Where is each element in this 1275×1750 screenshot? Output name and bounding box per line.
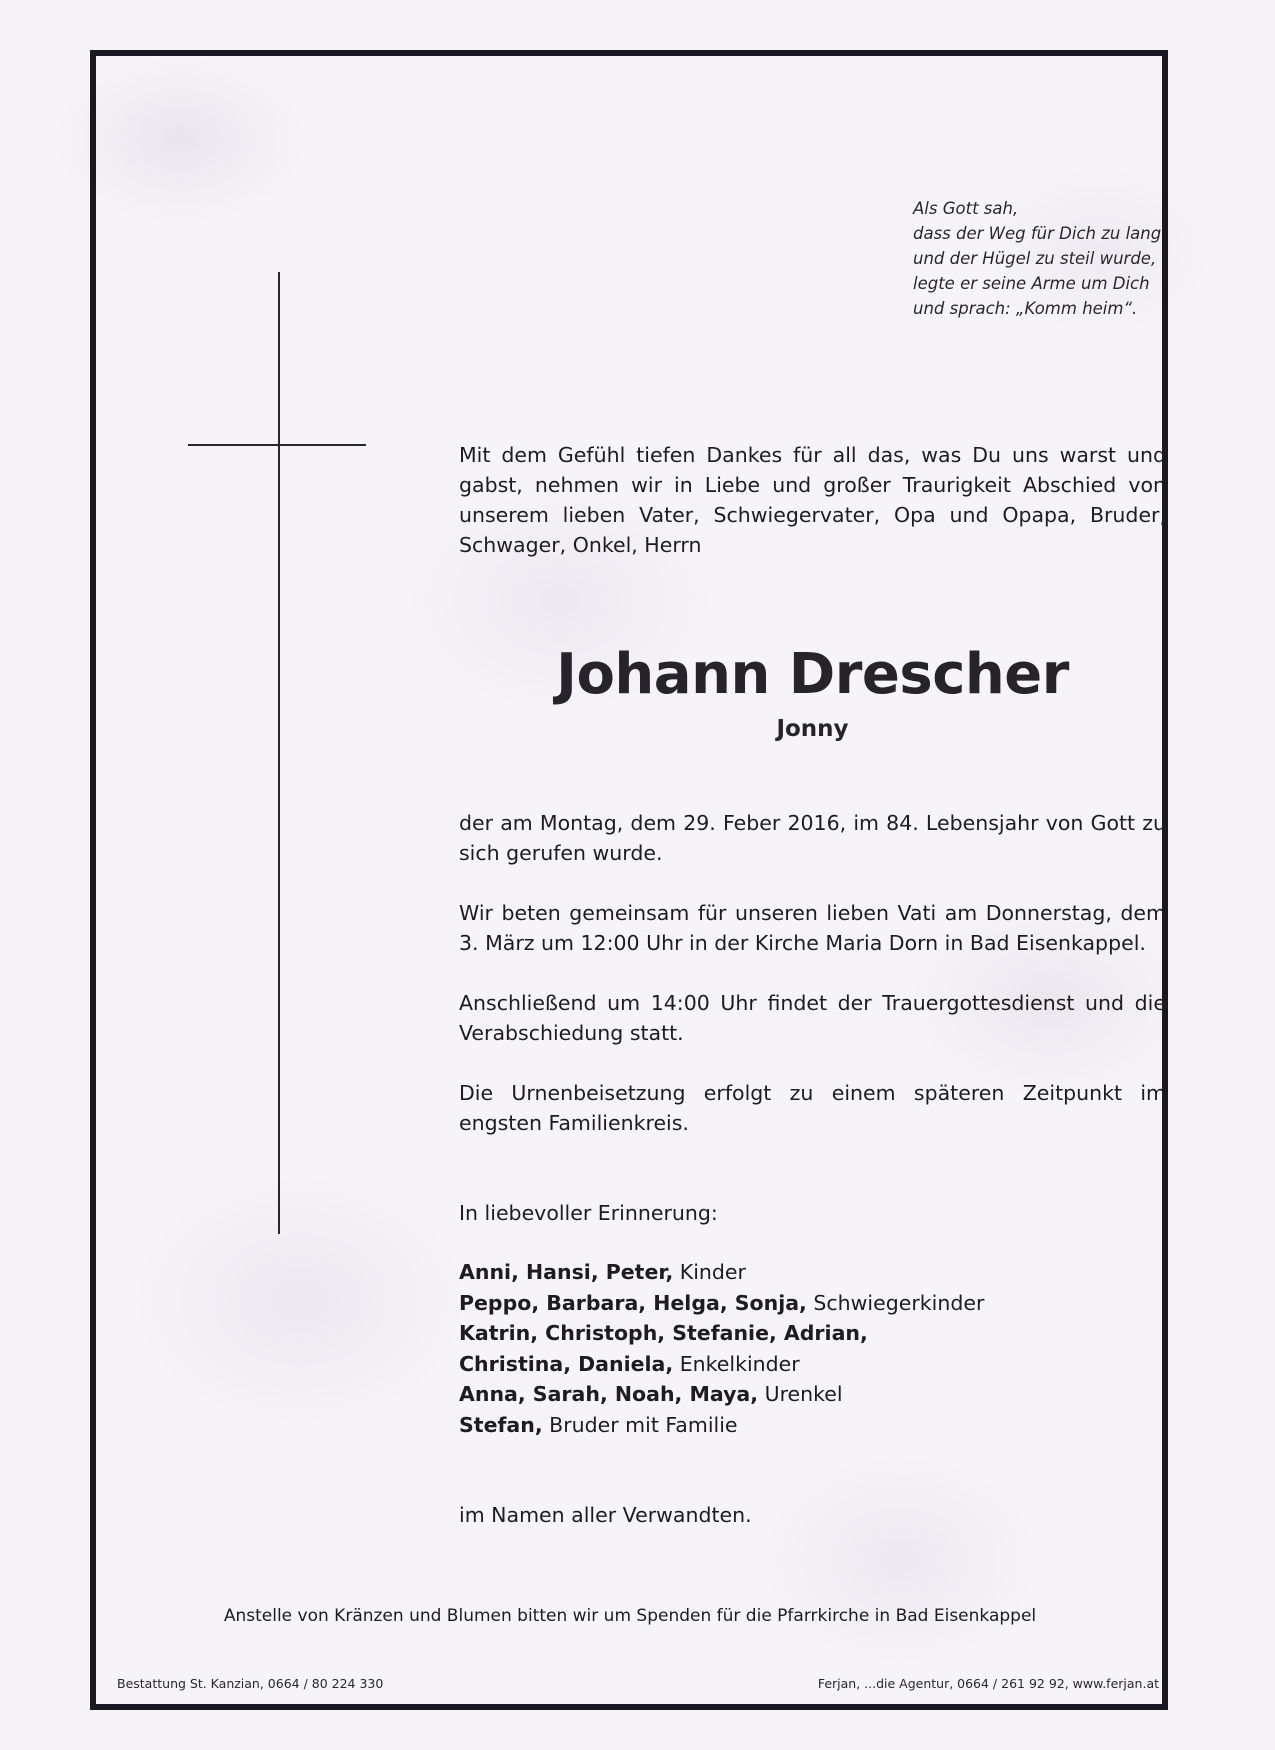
mourner-names: Peppo, Barbara, Helga, Sonja, <box>459 1290 807 1315</box>
mourner-names: Anni, Hansi, Peter, <box>459 1260 674 1284</box>
mourner-relation: Kinder <box>673 1260 746 1284</box>
poem-line: dass der Weg für Dich zu lang <box>913 224 1162 243</box>
mourner-relation: Enkelkinder <box>673 1351 800 1376</box>
poem-line: und der Hügel zu steil wurde, <box>913 249 1157 268</box>
deceased-nickname: Jonny <box>776 716 849 742</box>
mourners-list <box>459 1257 984 1440</box>
poem-line: und sprach: „Komm heim“. <box>913 299 1138 318</box>
mourner-relation: Schwiegerkinder <box>806 1290 985 1315</box>
mourner-row <box>459 1318 984 1349</box>
mourner-row <box>459 1410 984 1441</box>
deceased-name: Johann Drescher <box>556 642 1069 707</box>
mourner-names: Stefan, <box>459 1412 543 1437</box>
mourner-relation: Urenkel <box>758 1382 843 1406</box>
poem-line: legte er seine Arme um Dich <box>913 274 1150 293</box>
mourner-row <box>459 1349 984 1380</box>
burial-paragraph: Die Urnenbeisetzung erfolgt zu einem späteren Zeitpunkt im engsten Familienkreis. <box>459 1081 1166 1135</box>
mourner-row <box>459 1288 984 1319</box>
mourner-names: Anna, Sarah, Noah, Maya, <box>459 1382 759 1406</box>
prayer-paragraph: Wir beten gemeinsam für unseren lieben Vati am Donnerstag, dem 3. März um 12:00 Uhr in der Kirche Maria Dorn in Bad Eisenkappel. <box>459 901 1166 955</box>
poem-line: Als Gott sah, <box>913 199 1019 218</box>
footer-agency: Ferjan, ...die Agentur, 0664 / 261 92 92, www.ferjan.at <box>817 1676 1159 1691</box>
mourner-row <box>459 1257 984 1288</box>
donation-note: Anstelle von Kränzen und Blumen bitten wir um Spenden für die Pfarrkirche in Bad Eisenkappel <box>223 1606 1037 1626</box>
intro-paragraph: Mit dem Gefühl tiefen Dankes für all das, was Du uns warst und gabst, nehmen wir in Liebe und großer Traurigkeit Abschied von unserem lieben Vater, Schwiegervater, Opa und Opapa, Bruder, Schwager, Onkel, Herrn <box>459 443 1166 557</box>
mourner-names: Katrin, Christoph, Stefanie, Adrian, <box>459 1321 868 1345</box>
footer-funeral-home: Bestattung St. Kanzian, 0664 / 80 224 330 <box>117 1676 384 1691</box>
cross-horizontal-beam <box>188 444 366 446</box>
closing-line: im Namen aller Verwandten. <box>459 1503 752 1527</box>
poem <box>913 196 1243 321</box>
mourner-row <box>459 1379 984 1410</box>
service-paragraph: Anschließend um 14:00 Uhr findet der Trauergottesdienst und die Verabschiedung statt. <box>459 991 1166 1045</box>
mourner-relation: Bruder mit Familie <box>542 1412 738 1437</box>
cross-vertical-beam <box>278 272 280 1234</box>
mourners-heading: In liebevoller Erinnerung: <box>459 1201 718 1225</box>
death-paragraph: der am Montag, dem 29. Feber 2016, im 84. Lebensjahr von Gott zu sich gerufen wurde. <box>459 811 1166 865</box>
mourner-names: Christina, Daniela, <box>459 1351 674 1376</box>
